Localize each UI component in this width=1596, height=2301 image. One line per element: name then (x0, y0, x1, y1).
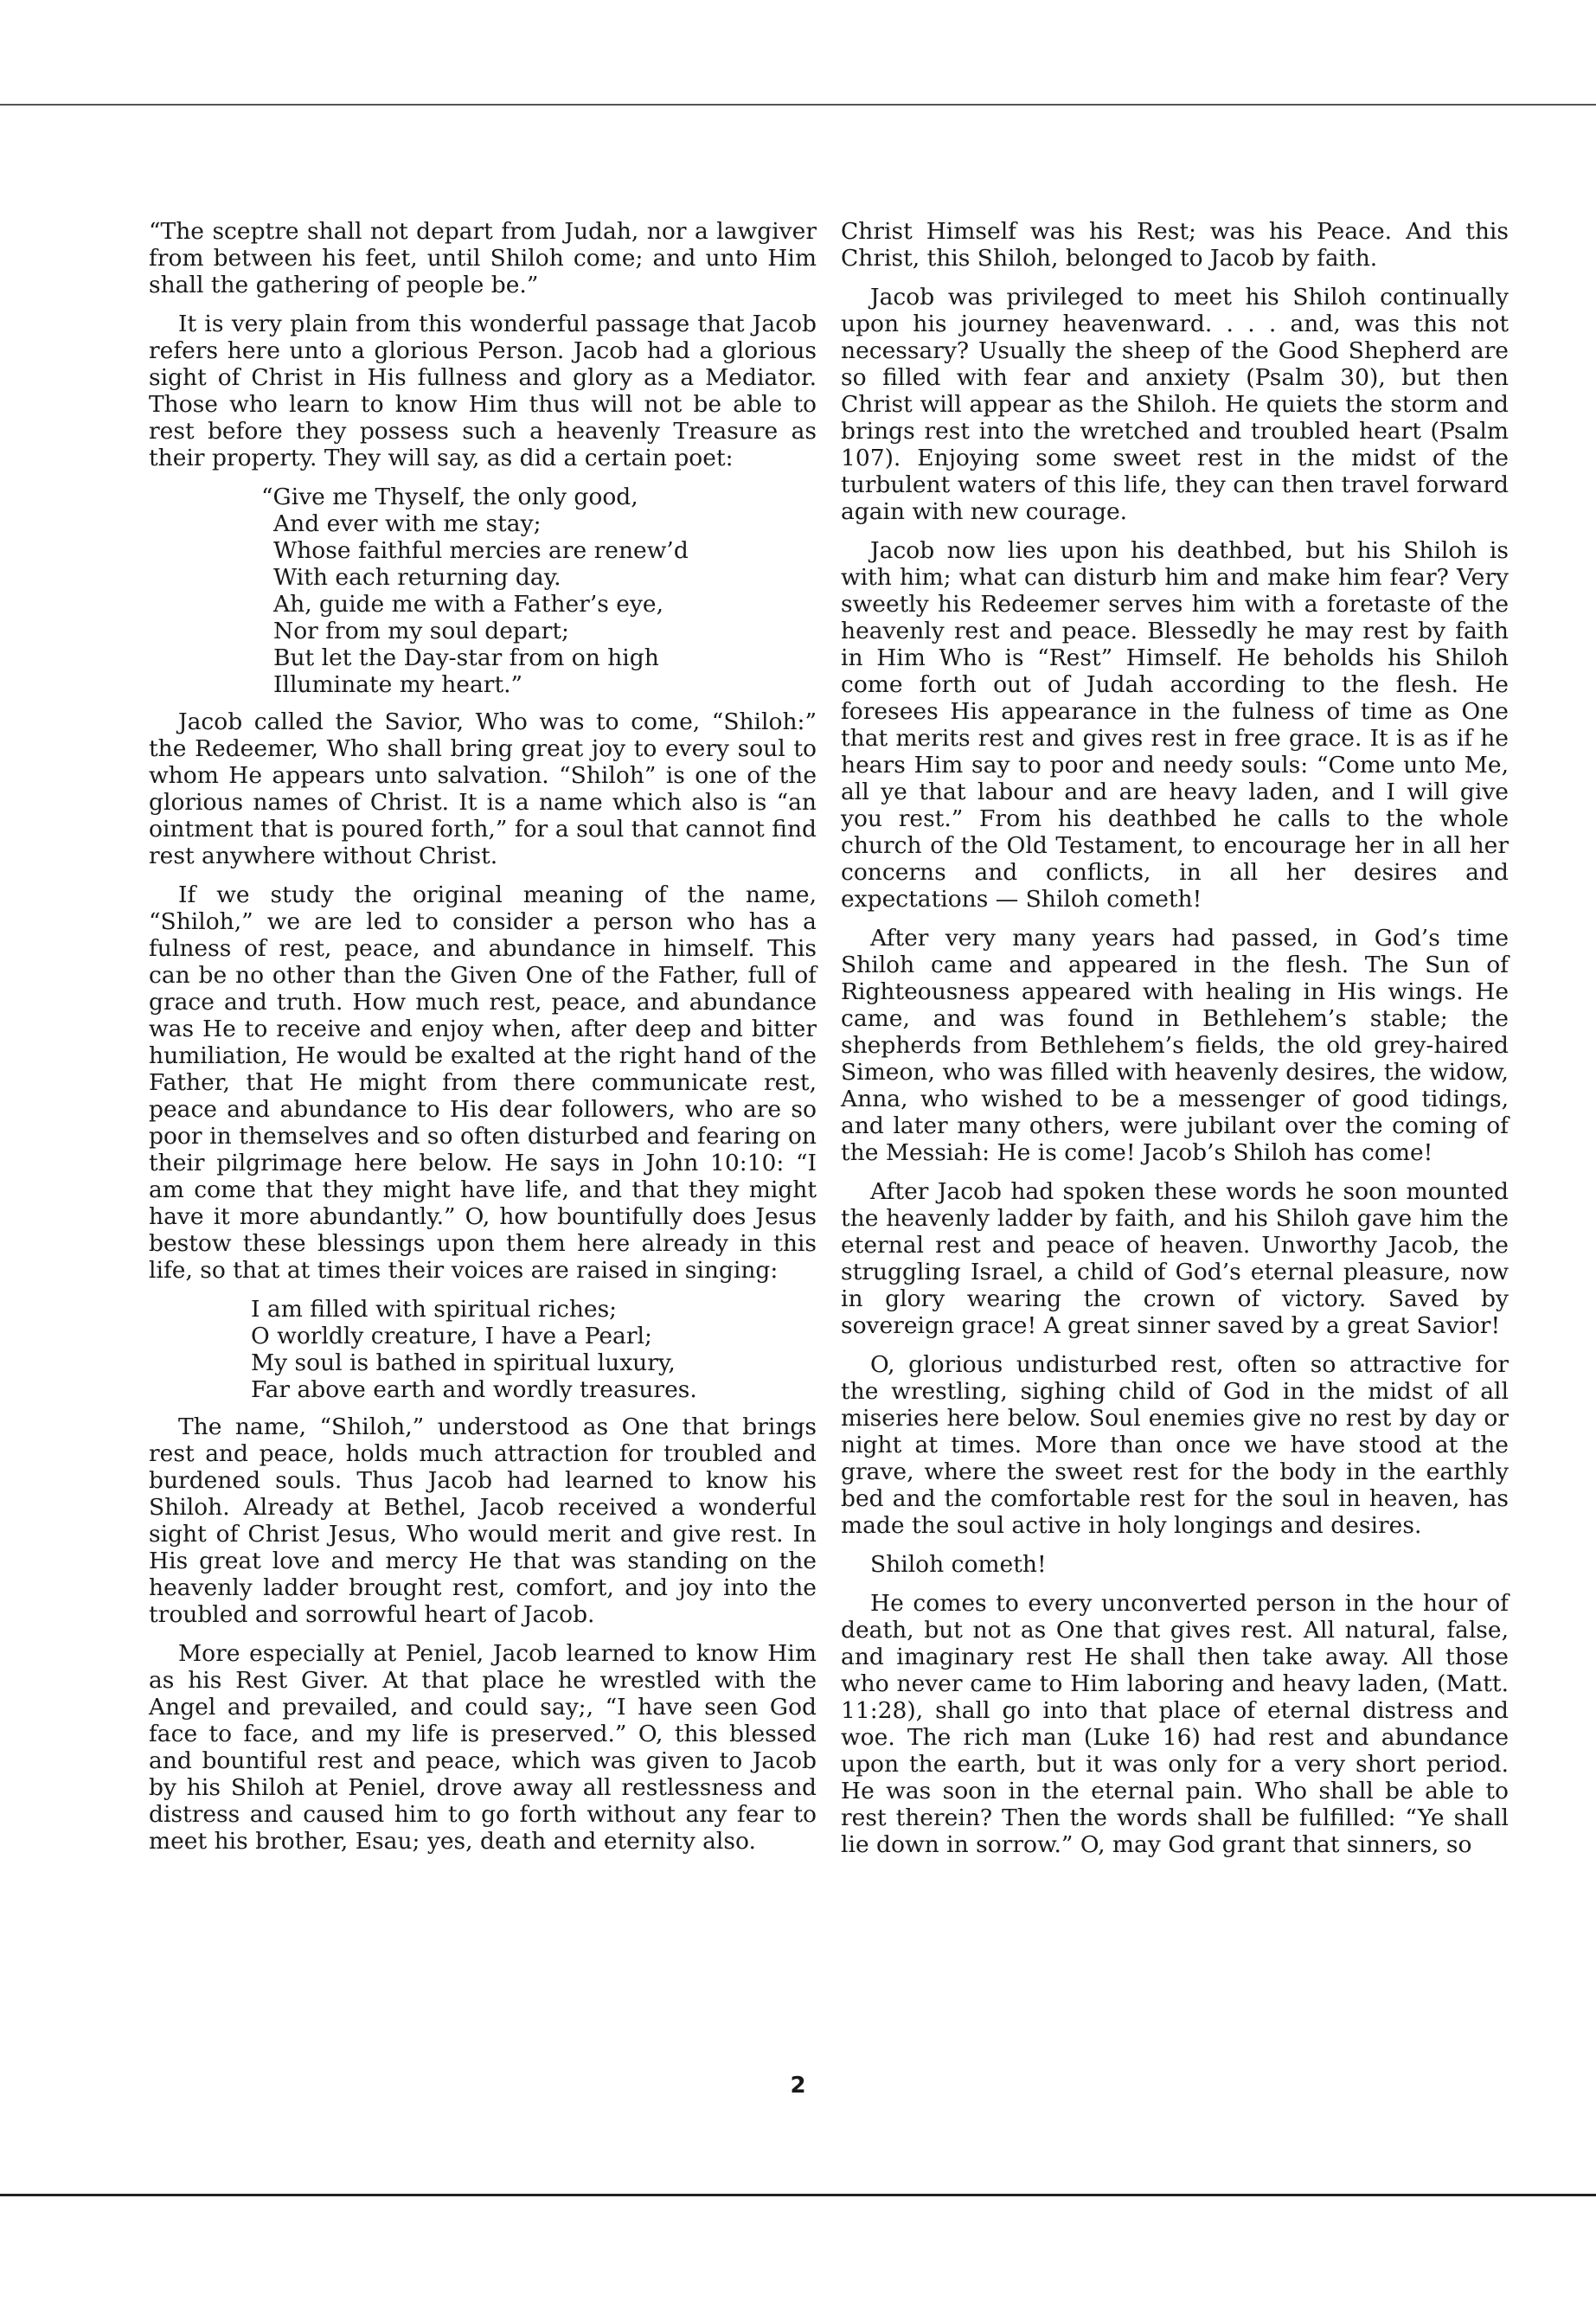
paragraph: The name, “Shiloh,” understood as One that brings rest and peace, holds much attraction for troubled and burdened souls. Thus Jacob had learned to know his Shiloh. Already at Bethel, Jacob received a wonderful sight of Christ Jesus, Who would merit and give rest. In His great love and mercy He that was standing on the heavenly ladder brought rest, comfort, and joy into the troubled and sorrowful heart of Jacob. (149, 1413, 817, 1628)
bottom-rule (0, 2194, 1596, 2196)
paragraph: More especially at Peniel, Jacob learned to know Him as his Rest Giver. At that place he wrestled with the Angel and prevailed, and could say;, “I have seen God face to face, and my life is preserved.” O, this blessed and bountiful rest and peace, which was given to Jacob by his Shiloh at Peniel, drove away all restlessness and distress and caused him to go forth without any fear to meet his brother, Esau; yes, death and eternity also. (149, 1640, 817, 1855)
poem-line: Ah, guide me with a Father’s eye, (273, 591, 664, 618)
poem-line: My soul is bathed in spiritual luxury, (251, 1349, 676, 1376)
paragraph: He comes to every unconverted person in the hour of death, but not as One that gives rest. All natural, false, and imaginary rest He shall then take away. All those who never came to Him laboring and heavy laden, (Matt. 11:28), shall go into that place of eternal distress and woe. The rich man (Luke 16) had rest and abundance upon the earth, but it was only for a very short period. He was soon in the eternal pain. Who shall be able to rest therein? Then the words shall be fulfilled: “Ye shall lie down in sorrow.” O, may God grant that sinners, so (841, 1590, 1509, 1858)
poem-line: Whose faithful mercies are renew’d (273, 537, 689, 564)
paragraph: It is very plain from this wonderful passage that Jacob refers here unto a glorious Person. Jacob had a glorious sight of Christ in His fullness and glory as a Mediator. Those who learn to know Him thus will not be able to rest before they possess such a heavenly Treasure as their property. They will say, as did a certain poet: (149, 311, 817, 471)
right-column (841, 218, 1509, 1870)
poem-line: “Give me Thyself, the only good, (261, 484, 638, 510)
poem-line: Far above earth and wordly treasures. (251, 1376, 697, 1403)
poem-line: O worldly creature, I have a Pearl; (251, 1323, 652, 1349)
paragraph: “The sceptre shall not depart from Judah, nor a lawgiver from between his feet, until Shiloh come; and unto Him shall the gathering of people be.” (149, 218, 817, 298)
paragraph: Jacob called the Savior, Who was to come, “Shiloh:” the Redeemer, Who shall bring great joy to every soul to whom He appears unto salvation. “Shiloh” is one of the glorious names of Christ. It is a name which also is “an ointment that is poured forth,” for a soul that cannot find rest anywhere without Christ. (149, 708, 817, 869)
poem-line: Illuminate my heart.” (273, 671, 523, 698)
paragraph: If we study the original meaning of the name, “Shiloh,” we are led to consider a person who has a fulness of rest, peace, and abundance in himself. This can be no other than the Given One of the Father, full of grace and truth. How much rest, peace, and abundance was He to receive and enjoy when, after deep and bitter humiliation, He would be exalted at the right hand of the Father, that He might from there communicate rest, peace and abundance to His dear followers, who are so poor in themselves and so often disturbed and fearing on their pilgrimage here below. He says in John 10:10: “I am come that they might have life, and that they might have it more abundantly.” O, how bountifully does Jesus bestow these blessings upon them here already in this life, so that at times their voices are raised in singing: (149, 881, 817, 1284)
page-number: 2 (790, 2073, 806, 2099)
paragraph: Jacob was privileged to meet his Shiloh continually upon his journey heavenward. . . . and, was this not necessary? Usually the sheep of the Good Shepherd are so filled with fear and anxiety (Psalm 30), but then Christ will appear as the Shiloh. He quiets the storm and brings rest into the wretched and troubled heart (Psalm 107). Enjoying some sweet rest in the midst of the turbulent waters of this life, they can then travel forward again with new courage. (841, 284, 1509, 525)
poem-line: And ever with me stay; (273, 510, 542, 537)
poem-stanza (149, 1296, 817, 1403)
paragraph: Jacob now lies upon his deathbed, but his Shiloh is with him; what can disturb him and make him fear? Very sweetly his Redeemer serves him with a foretaste of the heavenly rest and peace. Blessedly he may rest by faith in Him Who is “Rest” Himself. He beholds his Shiloh come forth out of Judah according to the flesh. He foresees His appearance in the fulness of time as One that merits rest and gives rest in free grace. It is as if he hears Him say to poor and needy souls: “Come unto Me, all ye that labour and are heavy laden, and I will give you rest.” From his deathbed he calls to the whole church of the Old Testament, to encourage her in all her concerns and conflicts, in all her desires and expectations — Shiloh cometh! (841, 537, 1509, 913)
poem-line: But let the Day-star from on high (273, 644, 659, 671)
paragraph: After very many years had passed, in God’s time Shiloh came and appeared in the flesh. The Sun of Righteousness appeared with healing in His wings. He came, and was found in Bethlehem’s stable; the shepherds from Bethlehem’s fields, the old grey-haired Simeon, who was filled with heavenly desires, the widow, Anna, who wished to be a messenger of good tidings, and later many others, were jubilant over the coming of the Messiah: He is come! Jacob’s Shiloh has come! (841, 925, 1509, 1166)
paragraph: O, glorious undisturbed rest, often so attractive for the wrestling, sighing child of God in the midst of all miseries here below. Soul enemies give no rest by day or night at times. More than once we have stood at the grave, where the sweet rest for the body in the earthly bed and the comfortable rest for the soul in heaven, has made the soul active in holy longings and desires. (841, 1351, 1509, 1539)
poem-line: With each returning day. (273, 564, 561, 591)
poem-line: I am filled with spiritual riches; (251, 1296, 618, 1323)
poem-line: Nor from my soul depart; (273, 618, 569, 644)
top-rule (0, 104, 1596, 106)
paragraph: Shiloh cometh! (870, 1551, 1047, 1578)
poem-stanza (149, 484, 817, 698)
left-column (149, 218, 817, 1867)
paragraph: Christ Himself was his Rest; was his Peace. And this Christ, this Shiloh, belonged to Jacob by faith. (841, 218, 1509, 272)
paragraph: After Jacob had spoken these words he soon mounted the heavenly ladder by faith, and his Shiloh gave him the eternal rest and peace of heaven. Unworthy Jacob, the struggling Israel, a child of God’s eternal pleasure, now in glory wearing the crown of victory. Saved by sovereign grace! A great sinner saved by a great Savior! (841, 1178, 1509, 1339)
